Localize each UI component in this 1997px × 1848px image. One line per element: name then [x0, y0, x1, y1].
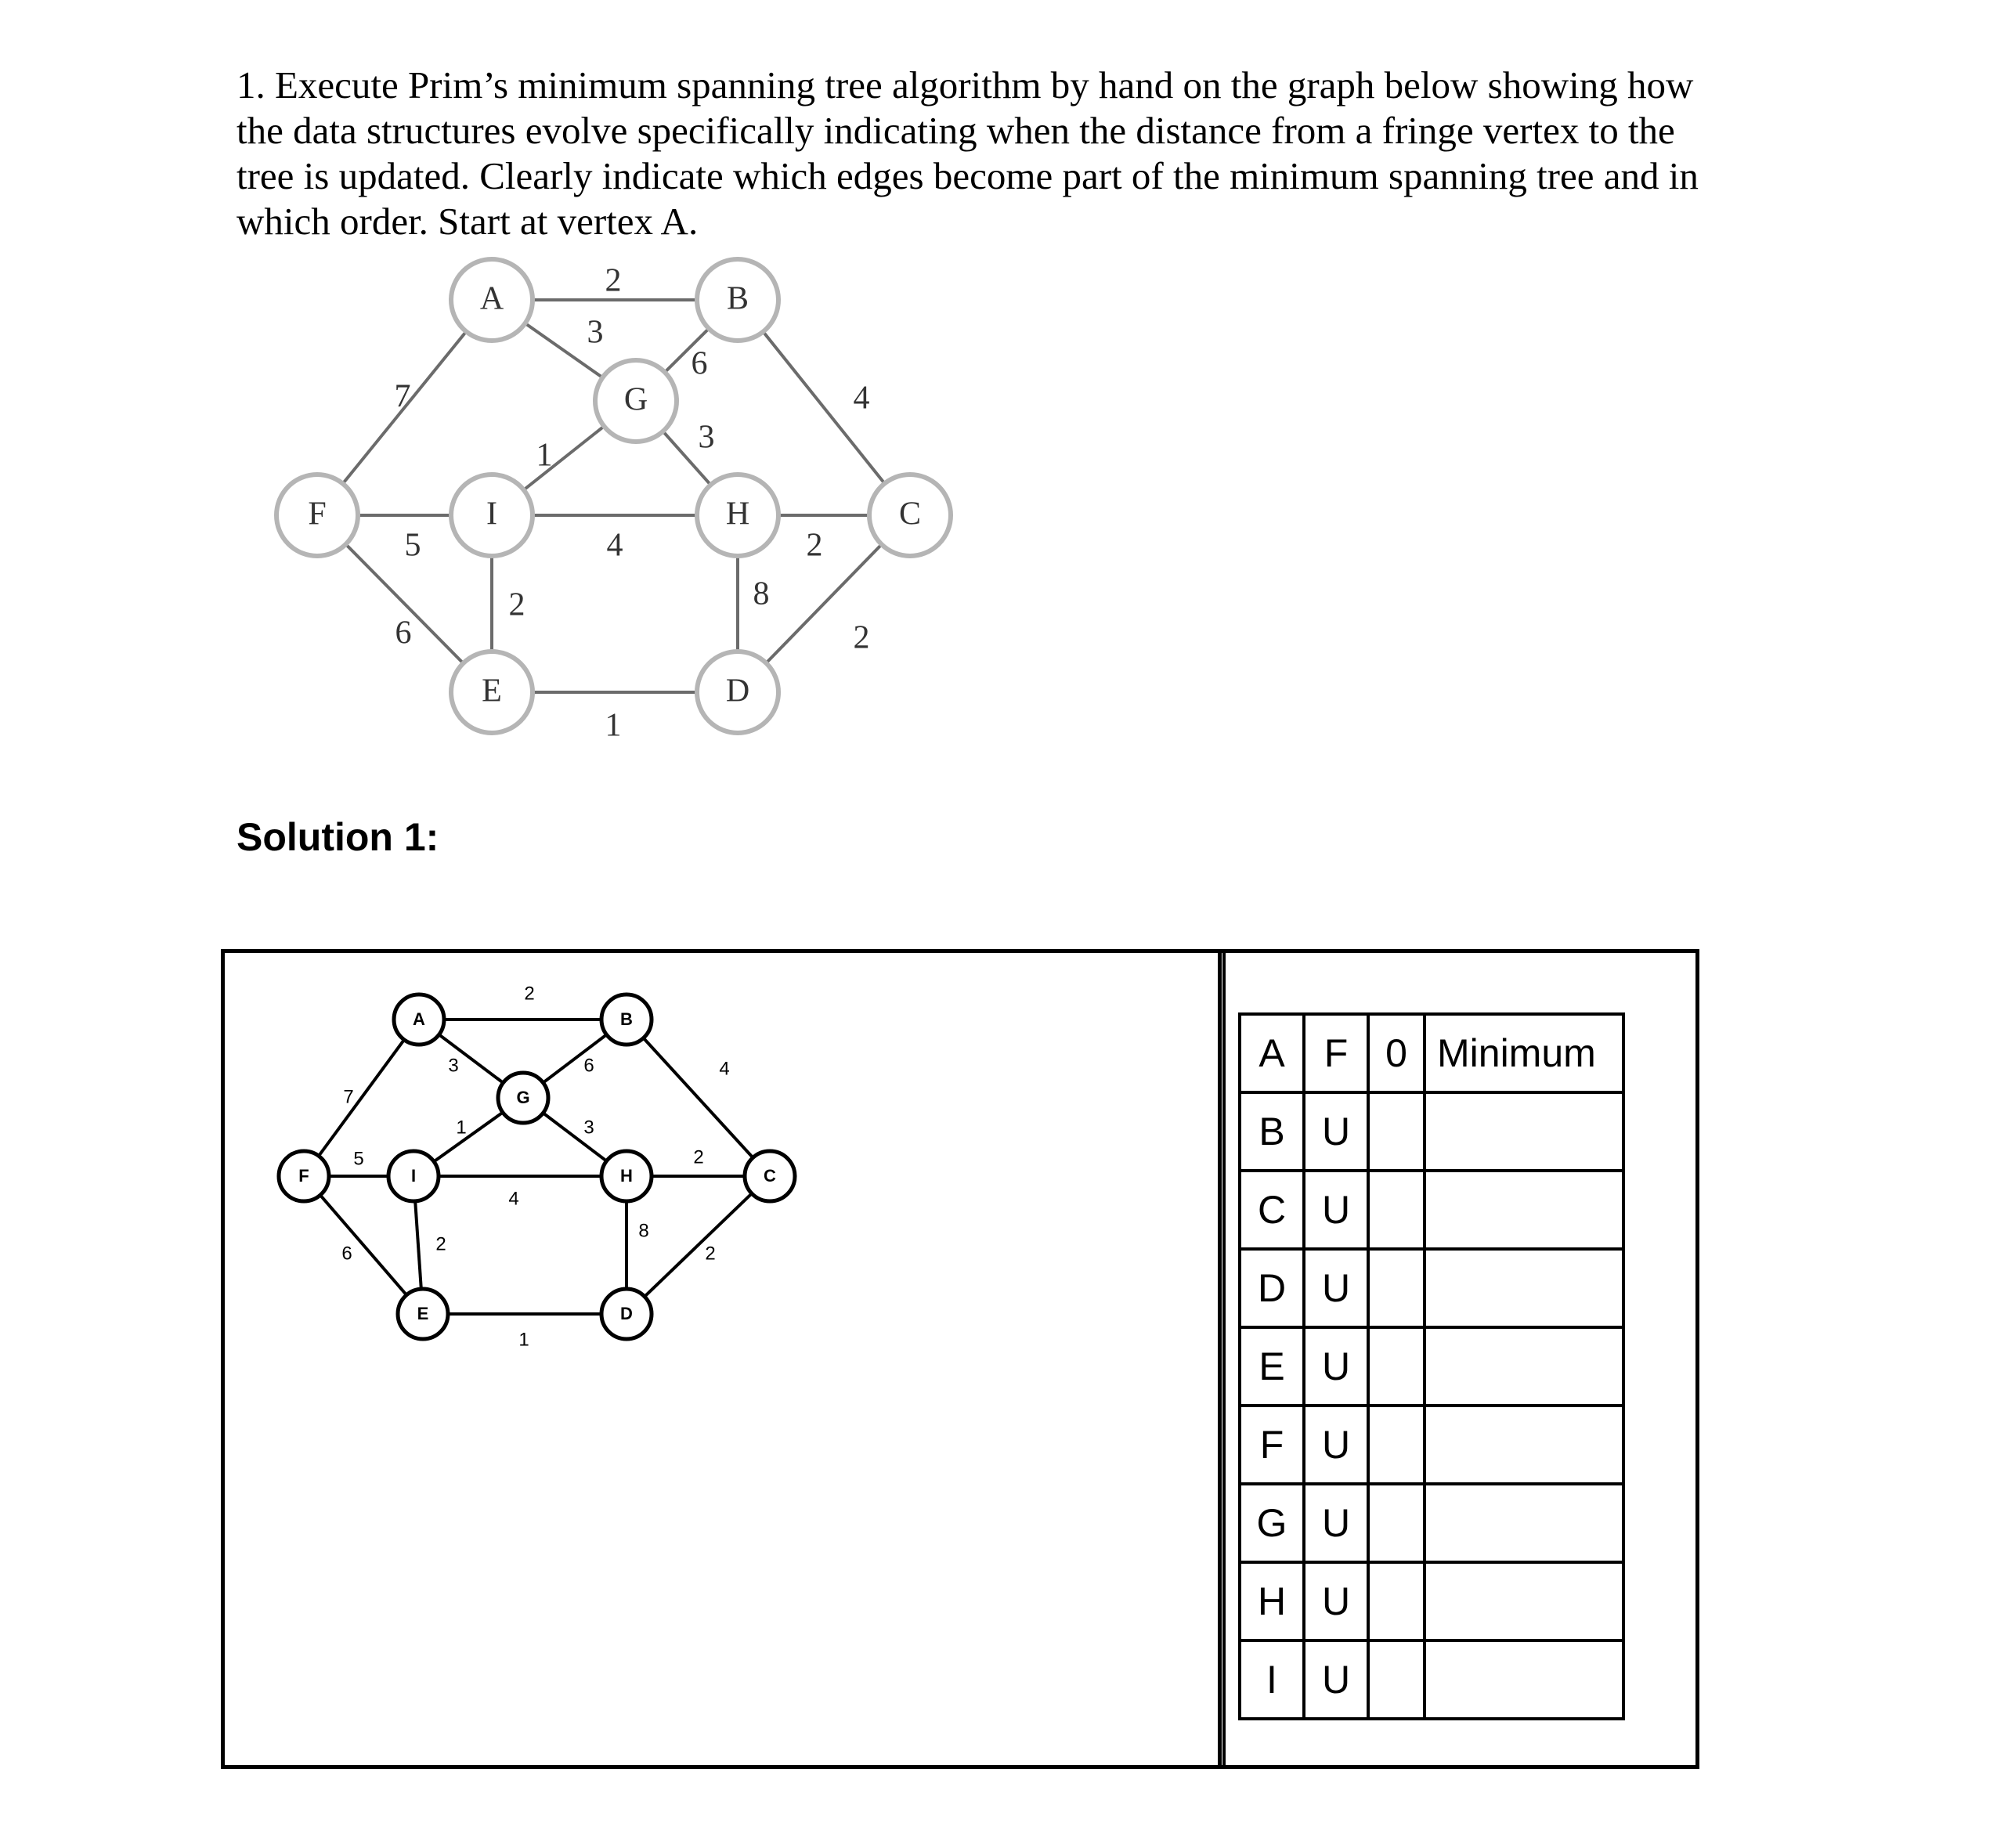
prim-table-cell: F — [1240, 1406, 1304, 1484]
sol-vertex-e — [398, 1289, 448, 1339]
sol-edge-weight-i-e: 2 — [435, 1233, 446, 1255]
sol-edge-c-d — [627, 1176, 770, 1314]
prim-table-row — [1240, 1640, 1623, 1719]
sol-edge-weight-h-c: 2 — [693, 1146, 704, 1168]
prim-table-cell: Minimum — [1425, 1014, 1623, 1092]
sol-vertex-label-g: G — [516, 1087, 530, 1107]
sol-vertex-label-b: B — [620, 1009, 633, 1029]
sol-vertex-f — [279, 1151, 329, 1201]
prim-table-row — [1240, 1484, 1623, 1562]
sol-vertex-i — [388, 1151, 439, 1201]
prim-table-cell — [1368, 1249, 1425, 1327]
prim-table-row — [1240, 1092, 1623, 1171]
prim-table-row — [1240, 1406, 1623, 1484]
prim-table-cell — [1425, 1484, 1623, 1562]
edge-weight-f-e: 6 — [395, 615, 412, 651]
edge-weight-b-g: 6 — [691, 345, 708, 382]
sol-edge-weight-f-i: 5 — [353, 1148, 364, 1170]
sol-edge-weight-a-b: 2 — [524, 983, 535, 1005]
prim-table-cell — [1425, 1171, 1623, 1249]
sol-edge-weight-f-e: 6 — [341, 1243, 352, 1265]
sol-vertex-c — [745, 1151, 795, 1201]
prim-table-cell — [1425, 1327, 1623, 1406]
prim-table-row — [1240, 1014, 1623, 1092]
prim-table-cell: G — [1240, 1484, 1304, 1562]
sol-edge-weight-b-g: 6 — [583, 1055, 594, 1077]
prim-table-cell — [1368, 1092, 1425, 1171]
question-text: 1. Execute Prim’s minimum spanning tree algorithm by hand on the graph below showing how the data structures evolve specifically indicating when the distance from a fringe vertex to the tree is updated. Clearly indicate which edges become part of the minimum spanning tree and in which order. Start at vertex A. — [237, 63, 1699, 243]
vertex-label-d: D — [725, 673, 750, 709]
vertex-label-i: I — [486, 496, 497, 532]
edge-weight-a-f: 7 — [394, 378, 411, 415]
vertex-label-e: E — [482, 673, 502, 709]
prim-table-cell: U — [1304, 1171, 1368, 1249]
prim-table-cell — [1368, 1406, 1425, 1484]
sol-edge-weight-i-h: 4 — [508, 1188, 519, 1210]
prim-table-row — [1240, 1562, 1623, 1640]
prim-table-row — [1240, 1171, 1623, 1249]
sol-edge-weight-h-d: 8 — [638, 1220, 649, 1242]
vertex-label-a: A — [479, 280, 504, 317]
sol-edge-weight-b-c: 4 — [719, 1058, 730, 1080]
prim-table-cell — [1368, 1640, 1425, 1719]
solution-heading: Solution 1: — [237, 815, 439, 859]
prim-table-cell: I — [1240, 1640, 1304, 1719]
sol-edge-weight-e-d: 1 — [518, 1329, 529, 1351]
sol-vertex-label-d: D — [620, 1303, 633, 1323]
sol-edge-weight-g-i: 1 — [456, 1117, 467, 1139]
edge-weight-g-i: 1 — [536, 437, 553, 474]
vertex-label-c: C — [898, 496, 922, 532]
prim-table-cell: D — [1240, 1249, 1304, 1327]
edge-weight-a-g: 3 — [587, 314, 604, 351]
prim-table-cell — [1425, 1092, 1623, 1171]
prim-table-cell — [1425, 1249, 1623, 1327]
sol-vertex-label-c: C — [764, 1165, 776, 1186]
vertex-label-h: H — [725, 496, 750, 532]
sol-vertex-label-i: I — [410, 1165, 417, 1186]
prim-table-cell: U — [1304, 1562, 1368, 1640]
sol-vertex-d — [601, 1289, 652, 1339]
sol-vertex-a — [394, 994, 444, 1045]
prim-table-cell — [1368, 1171, 1425, 1249]
solution-graph-edges — [304, 983, 770, 1350]
prim-table-cell: U — [1304, 1484, 1368, 1562]
vertex-label-f: F — [308, 496, 327, 532]
edge-weight-h-c: 2 — [806, 527, 823, 564]
vertex-label-g: G — [623, 381, 648, 418]
edge-weight-i-h: 4 — [606, 527, 623, 564]
prim-table-cell: B — [1240, 1092, 1304, 1171]
prim-table-cell — [1425, 1406, 1623, 1484]
sol-vertex-label-e: E — [417, 1303, 429, 1323]
sol-edge-weight-a-g: 3 — [448, 1055, 459, 1077]
prim-table-cell: E — [1240, 1327, 1304, 1406]
prim-table-row — [1240, 1327, 1623, 1406]
edge-weight-h-d: 8 — [753, 576, 770, 612]
prim-table-row — [1240, 1249, 1623, 1327]
sol-edge-weight-g-h: 3 — [583, 1117, 594, 1139]
edge-weight-a-b: 2 — [605, 262, 622, 299]
edge-weight-f-i: 5 — [404, 527, 421, 564]
sol-vertex-label-f: F — [298, 1165, 309, 1186]
edge-weight-i-e: 2 — [508, 587, 525, 623]
sol-vertex-b — [601, 994, 652, 1045]
prim-table-cell: H — [1240, 1562, 1304, 1640]
sol-vertex-label-h: H — [620, 1165, 633, 1186]
prim-table-cell — [1368, 1484, 1425, 1562]
sol-vertex-g — [498, 1073, 548, 1123]
prim-table-cell: C — [1240, 1171, 1304, 1249]
vertex-label-b: B — [726, 280, 749, 317]
edge-weight-e-d: 1 — [605, 707, 622, 744]
sol-edge-weight-c-d: 2 — [705, 1243, 716, 1265]
prim-table-cell: U — [1304, 1406, 1368, 1484]
prim-table-cell — [1425, 1640, 1623, 1719]
prim-table-cell: U — [1304, 1249, 1368, 1327]
edge-weight-b-c: 4 — [853, 380, 870, 417]
prim-table-cell — [1368, 1327, 1425, 1406]
prim-table — [1238, 1012, 1625, 1720]
prim-table-cell — [1368, 1562, 1425, 1640]
prim-table-cell — [1425, 1562, 1623, 1640]
edge-weight-g-h: 3 — [698, 419, 715, 456]
prim-table-cell: F — [1304, 1014, 1368, 1092]
sol-edge-weight-a-f: 7 — [343, 1086, 354, 1108]
prim-table-cell: U — [1304, 1092, 1368, 1171]
prim-table-cell: U — [1304, 1327, 1368, 1406]
edge-weight-c-d: 2 — [853, 619, 870, 656]
sol-vertex-h — [601, 1151, 652, 1201]
prim-table-cell: 0 — [1368, 1014, 1425, 1092]
prim-table-cell: A — [1240, 1014, 1304, 1092]
sol-vertex-label-a: A — [413, 1009, 425, 1029]
prim-table-cell: U — [1304, 1640, 1368, 1719]
